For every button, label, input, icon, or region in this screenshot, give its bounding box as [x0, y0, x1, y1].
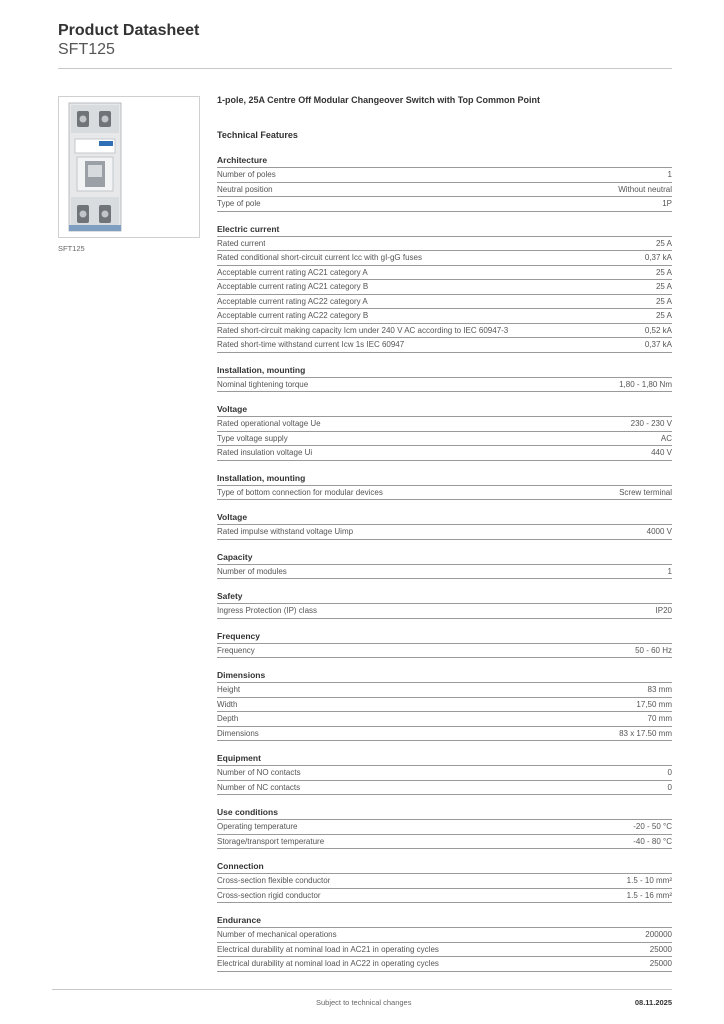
spec-row [217, 417, 672, 432]
section-title: Voltage [217, 512, 672, 525]
spec-label: Neutral position [217, 184, 273, 194]
product-image-frame [58, 96, 200, 238]
spec-value: 0,52 kA [644, 325, 672, 335]
section-title: Dimensions [217, 670, 672, 683]
spec-section [217, 155, 672, 212]
spec-value: 200000 [645, 930, 672, 940]
section-title: Installation, mounting [217, 473, 672, 486]
spec-row [217, 889, 672, 904]
spec-section [217, 807, 672, 849]
datasheet-content [217, 94, 672, 972]
spec-value: 25 A [655, 282, 672, 292]
spec-value: 0 [667, 768, 672, 778]
product-heading: 1-pole, 25A Centre Off Modular Changeover Switch with Top Common Point [217, 95, 541, 105]
spec-label: Cross-section flexible conductor [217, 876, 331, 886]
spec-value: 1P [662, 199, 672, 209]
spec-value: 1,80 - 1,80 Nm [619, 379, 672, 389]
footer-note: Subject to technical changes [316, 998, 412, 1007]
spec-label: Type of bottom connection for modular devices [217, 487, 383, 497]
spec-value: 25 A [655, 267, 672, 277]
spec-row [217, 698, 672, 713]
spec-label: Rated operational voltage Ue [217, 419, 321, 429]
spec-value: 25 A [655, 238, 672, 248]
spec-row [217, 378, 672, 393]
spec-value: 230 - 230 V [630, 419, 672, 429]
spec-section [217, 861, 672, 903]
spec-row [217, 943, 672, 958]
spec-row [217, 266, 672, 281]
spec-label: Type voltage supply [217, 433, 288, 443]
spec-section [217, 631, 672, 659]
section-title: Safety [217, 591, 672, 604]
spec-value: AC [660, 433, 672, 443]
spec-value: 25 A [655, 311, 672, 321]
page-subtitle: SFT125 [58, 41, 115, 58]
spec-row [217, 565, 672, 580]
spec-label: Width [217, 699, 238, 709]
spec-label: Rated short-time withstand current Icw 1s IEC 60947 [217, 340, 405, 350]
section-title: Frequency [217, 631, 672, 644]
spec-label: Acceptable current rating AC22 category A [217, 296, 368, 306]
spec-row [217, 874, 672, 889]
spec-row [217, 820, 672, 835]
spec-label: Rated conditional short-circuit current Icc with gI-gG fuses [217, 253, 422, 263]
spec-row [217, 446, 672, 461]
spec-label: Operating temperature [217, 822, 298, 832]
spec-label: Cross-section rigid conductor [217, 890, 321, 900]
spec-section [217, 365, 672, 393]
spec-label: Height [217, 685, 241, 695]
spec-value: 1 [667, 566, 672, 576]
footer-date: 08.11.2025 [634, 998, 672, 1007]
spec-section [217, 473, 672, 501]
spec-row [217, 324, 672, 339]
section-title: Use conditions [217, 807, 672, 820]
spec-section [217, 591, 672, 619]
spec-row [217, 309, 672, 324]
spec-label: Rated insulation voltage Ui [217, 448, 313, 458]
spec-value: 0,37 kA [644, 340, 672, 350]
spec-label: Type of pole [217, 199, 261, 209]
spec-value: 25 A [655, 296, 672, 306]
spec-label: Number of NC contacts [217, 782, 301, 792]
spec-row [217, 781, 672, 796]
spec-row [217, 237, 672, 252]
spec-value: 25000 [649, 944, 672, 954]
section-title: Electric current [217, 224, 672, 237]
section-title: Connection [217, 861, 672, 874]
spec-label: Storage/transport temperature [217, 836, 325, 846]
header-divider [58, 68, 672, 69]
spec-row [217, 727, 672, 742]
spec-value: IP20 [655, 606, 672, 616]
spec-row [217, 766, 672, 781]
spec-row [217, 197, 672, 212]
spec-row [217, 251, 672, 266]
spec-row [217, 338, 672, 353]
spec-section [217, 404, 672, 461]
spec-value: 1.5 - 10 mm² [626, 876, 672, 886]
spec-row [217, 525, 672, 540]
section-title: Installation, mounting [217, 365, 672, 378]
spec-row [217, 168, 672, 183]
spec-label: Electrical durability at nominal load in AC22 in operating cycles [217, 959, 439, 969]
spec-row [217, 280, 672, 295]
spec-row [217, 486, 672, 501]
product-image-caption: SFT125 [58, 244, 85, 253]
spec-row [217, 644, 672, 659]
section-title: Endurance [217, 915, 672, 928]
spec-row [217, 957, 672, 972]
spec-row [217, 712, 672, 727]
section-title: Architecture [217, 155, 672, 168]
spec-label: Dimensions [217, 728, 259, 738]
section-title: Equipment [217, 753, 672, 766]
spec-value: 1.5 - 16 mm² [626, 890, 672, 900]
spec-label: Acceptable current rating AC22 category B [217, 311, 369, 321]
spec-value: 1 [667, 170, 672, 180]
spec-value: 0 [667, 782, 672, 792]
spec-row [217, 432, 672, 447]
spec-row [217, 835, 672, 850]
spec-row [217, 295, 672, 310]
section-title: Voltage [217, 404, 672, 417]
spec-row [217, 928, 672, 943]
spec-label: Number of modules [217, 566, 287, 576]
spec-label: Number of mechanical operations [217, 930, 337, 940]
spec-section [217, 552, 672, 580]
spec-label: Rated short-circuit making capacity Icm under 240 V AC according to IEC 60947-3 [217, 325, 509, 335]
spec-section [217, 224, 672, 353]
spec-value: 440 V [651, 448, 672, 458]
spec-section [217, 512, 672, 540]
spec-row [217, 604, 672, 619]
features-heading: Technical Features [217, 130, 298, 140]
spec-sections [217, 155, 672, 972]
spec-label: Frequency [217, 645, 255, 655]
page-header [58, 22, 672, 59]
spec-section [217, 670, 672, 741]
spec-value: 70 mm [647, 714, 672, 724]
spec-value: Screw terminal [619, 487, 672, 497]
spec-row [217, 183, 672, 198]
spec-value: 83 x 17.50 mm [619, 728, 672, 738]
spec-value: -40 - 80 °C [633, 836, 672, 846]
spec-value: 0,37 kA [644, 253, 672, 263]
spec-label: Number of poles [217, 170, 276, 180]
spec-value: -20 - 50 °C [633, 822, 672, 832]
spec-label: Nominal tightening torque [217, 379, 309, 389]
spec-section [217, 915, 672, 972]
spec-value: 50 - 60 Hz [635, 645, 672, 655]
footer-divider [52, 989, 672, 990]
spec-row [217, 683, 672, 698]
spec-label: Rated impulse withstand voltage Uimp [217, 527, 354, 537]
spec-label: Acceptable current rating AC21 category A [217, 267, 368, 277]
spec-label: Number of NO contacts [217, 768, 301, 778]
spec-section [217, 753, 672, 795]
spec-value: 83 mm [647, 685, 672, 695]
spec-label: Ingress Protection (IP) class [217, 606, 318, 616]
spec-label: Rated current [217, 238, 266, 248]
spec-label: Depth [217, 714, 239, 724]
spec-value: Without neutral [618, 184, 672, 194]
spec-value: 4000 V [646, 527, 672, 537]
spec-value: 25000 [649, 959, 672, 969]
spec-value: 17,50 mm [636, 699, 672, 709]
section-title: Capacity [217, 552, 672, 565]
spec-label: Acceptable current rating AC21 category B [217, 282, 369, 292]
page-title: Product Datasheet [58, 22, 200, 39]
spec-label: Electrical durability at nominal load in AC21 in operating cycles [217, 944, 439, 954]
modular-switch-icon [59, 97, 199, 237]
